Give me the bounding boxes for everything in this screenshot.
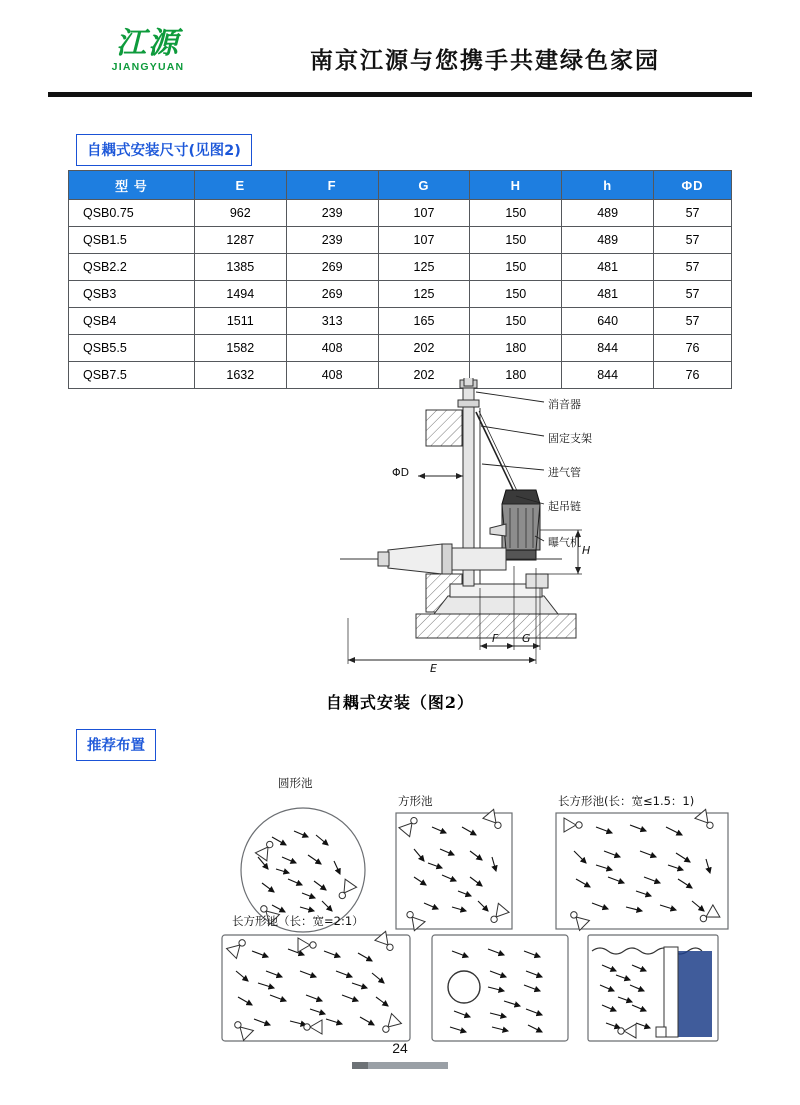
cell-h-lower: 844 bbox=[562, 362, 654, 389]
figure2-caption: 自耦式安装（图2） bbox=[325, 693, 475, 712]
cell-h-lower: 481 bbox=[562, 281, 654, 308]
cell-f: 408 bbox=[286, 335, 378, 362]
dimension-table bbox=[68, 170, 732, 389]
cell-h-upper: 150 bbox=[470, 308, 562, 335]
cell-model: QSB7.5 bbox=[69, 362, 195, 389]
caption-circular-tank: 圆形池 bbox=[278, 776, 313, 790]
cell-h-upper: 180 bbox=[470, 335, 562, 362]
cell-h-lower: 640 bbox=[562, 308, 654, 335]
label-aerator: 曝气机 bbox=[548, 536, 581, 549]
cell-phi-d: 57 bbox=[654, 308, 732, 335]
header-slogan: 南京江源与您携手共建绿色家园 bbox=[310, 47, 660, 74]
cell-e: 962 bbox=[194, 200, 286, 227]
label-fixed-bracket: 固定支架 bbox=[548, 432, 592, 445]
cell-h-lower: 489 bbox=[562, 227, 654, 254]
logo-english-text: JIANGYUAN bbox=[111, 61, 185, 73]
company-logo bbox=[88, 28, 208, 73]
label-dim-f: F bbox=[492, 632, 499, 645]
cell-e: 1632 bbox=[194, 362, 286, 389]
cell-f: 408 bbox=[286, 362, 378, 389]
label-lifting-chain: 起吊链 bbox=[548, 500, 581, 513]
cell-f: 269 bbox=[286, 254, 378, 281]
cell-e: 1385 bbox=[194, 254, 286, 281]
cell-f: 239 bbox=[286, 200, 378, 227]
label-dim-e: E bbox=[430, 662, 437, 675]
col-header-f: F bbox=[286, 171, 378, 200]
cell-h-upper: 180 bbox=[470, 362, 562, 389]
cell-f: 239 bbox=[286, 227, 378, 254]
table-row bbox=[69, 308, 732, 335]
layout-figures bbox=[0, 765, 800, 1055]
col-header-model: 型 号 bbox=[69, 171, 195, 200]
cell-model: QSB2.2 bbox=[69, 254, 195, 281]
cell-g: 107 bbox=[378, 227, 470, 254]
cell-h-upper: 150 bbox=[470, 281, 562, 308]
cell-g: 125 bbox=[378, 281, 470, 308]
section-title-auto-install: 自耦式安装尺寸(见图2) bbox=[76, 134, 252, 166]
col-header-h-lower: h bbox=[562, 171, 654, 200]
cell-e: 1582 bbox=[194, 335, 286, 362]
cell-phi-d: 57 bbox=[654, 200, 732, 227]
caption-square-tank: 方形池 bbox=[398, 794, 433, 808]
label-dim-h: H bbox=[582, 544, 591, 557]
caption-rect-tank-21: 长方形池（长：宽=2:1） bbox=[232, 914, 364, 928]
cell-phi-d: 57 bbox=[654, 281, 732, 308]
cell-model: QSB0.75 bbox=[69, 200, 195, 227]
caption-rect-tank-15: 长方形池(长：宽≤1.5：1) bbox=[558, 794, 695, 808]
cell-g: 107 bbox=[378, 200, 470, 227]
table-row bbox=[69, 200, 732, 227]
footer-decoration-bar bbox=[352, 1062, 448, 1069]
section-title-recommended-layout: 推荐布置 bbox=[76, 729, 156, 761]
cell-model: QSB3 bbox=[69, 281, 195, 308]
cell-h-upper: 150 bbox=[470, 200, 562, 227]
cell-phi-d: 57 bbox=[654, 254, 732, 281]
cell-phi-d: 57 bbox=[654, 227, 732, 254]
cell-model: QSB1.5 bbox=[69, 227, 195, 254]
cell-g: 165 bbox=[378, 308, 470, 335]
label-phi-d: ΦD bbox=[392, 466, 410, 479]
cell-model: QSB5.5 bbox=[69, 335, 195, 362]
label-silencer: 消音器 bbox=[548, 398, 581, 411]
col-header-h-upper: H bbox=[470, 171, 562, 200]
cell-h-lower: 481 bbox=[562, 254, 654, 281]
cell-h-upper: 150 bbox=[470, 227, 562, 254]
col-header-phi-d: ΦD bbox=[654, 171, 732, 200]
table-row bbox=[69, 335, 732, 362]
table-row bbox=[69, 227, 732, 254]
cell-h-upper: 150 bbox=[470, 254, 562, 281]
cell-e: 1494 bbox=[194, 281, 286, 308]
col-header-e: E bbox=[194, 171, 286, 200]
cell-g: 202 bbox=[378, 335, 470, 362]
col-header-g: G bbox=[378, 171, 470, 200]
cell-e: 1511 bbox=[194, 308, 286, 335]
cell-e: 1287 bbox=[194, 227, 286, 254]
page-number: 24 bbox=[392, 1040, 408, 1056]
label-dim-g: G bbox=[522, 632, 531, 645]
cell-h-lower: 489 bbox=[562, 200, 654, 227]
header-divider bbox=[48, 92, 752, 97]
cell-phi-d: 76 bbox=[654, 362, 732, 389]
cell-phi-d: 76 bbox=[654, 335, 732, 362]
table-row bbox=[69, 254, 732, 281]
table-header-row bbox=[69, 171, 732, 200]
cell-g: 125 bbox=[378, 254, 470, 281]
cell-model: QSB4 bbox=[69, 308, 195, 335]
logo-chinese-text: 江源 bbox=[116, 26, 180, 61]
cell-g: 202 bbox=[378, 362, 470, 389]
cell-f: 313 bbox=[286, 308, 378, 335]
table-row bbox=[69, 281, 732, 308]
label-intake-pipe: 进气管 bbox=[548, 466, 581, 479]
page-header bbox=[0, 0, 800, 100]
figure2-installation-drawing bbox=[330, 378, 660, 678]
cell-h-lower: 844 bbox=[562, 335, 654, 362]
cell-f: 269 bbox=[286, 281, 378, 308]
